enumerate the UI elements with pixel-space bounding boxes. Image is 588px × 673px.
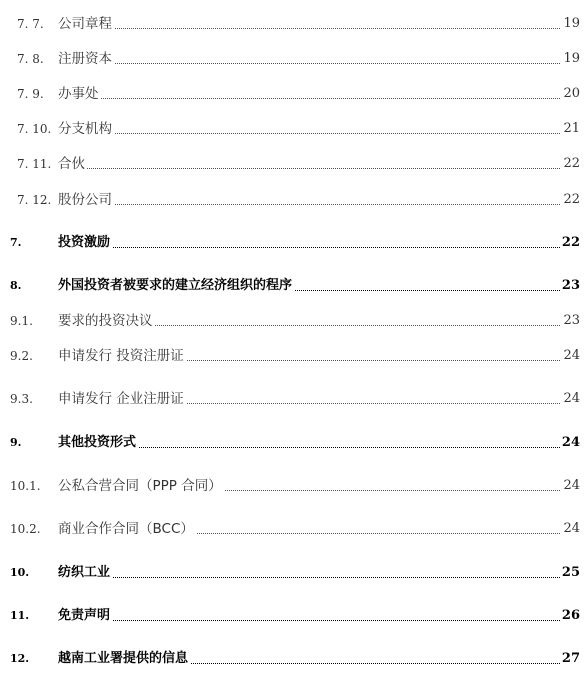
toc-entry-title: 办事处 <box>58 86 99 102</box>
toc-entry-page: 24 <box>561 476 580 496</box>
toc-entry-9-2[interactable] <box>0 342 588 370</box>
toc-entry-title: 越南工业署提供的信息 <box>58 649 190 669</box>
dot-leader <box>58 133 568 134</box>
toc-entry-title: 申请发行 企业注册证 <box>58 391 184 407</box>
dot-leader <box>58 28 568 29</box>
toc-entry-page: 22 <box>561 154 580 174</box>
dot-leader <box>58 577 568 578</box>
toc-entry-title: 投资激励 <box>58 233 112 253</box>
toc-entry-number: 7. <box>10 236 22 249</box>
toc-entry-number: 7. 11. <box>17 157 52 171</box>
toc-entry-title: 其他投资形式 <box>58 433 138 453</box>
toc-entry-7-7[interactable] <box>0 10 588 38</box>
toc-entry-12[interactable] <box>0 645 588 673</box>
toc-entry-number: 9.1. <box>10 314 33 328</box>
dot-leader <box>58 204 568 205</box>
toc-entry-number: 7. 12. <box>17 193 52 207</box>
toc-entry-title: 分支机构 <box>58 121 112 137</box>
toc-entry-7-12[interactable] <box>0 186 588 214</box>
toc-entry-page: 24 <box>560 433 580 453</box>
toc-entry-9[interactable] <box>0 429 588 457</box>
toc-entry-page: 23 <box>560 276 580 296</box>
toc-entry-number: 12. <box>10 652 30 665</box>
toc-entry-7-9[interactable] <box>0 80 588 108</box>
toc-entry-number: 9.3. <box>10 392 33 406</box>
toc-entry-page: 20 <box>561 84 580 104</box>
toc-entry-9-3[interactable] <box>0 385 588 413</box>
toc-entry-number: 7. 10. <box>17 122 52 136</box>
toc-entry-number: 10.1. <box>10 479 41 493</box>
dot-leader <box>58 63 568 64</box>
toc-entry-number: 7. 7. <box>17 17 44 31</box>
toc-entry-title: 外国投资者被要求的建立经济组织的程序 <box>58 276 294 296</box>
toc-entry-page: 24 <box>561 519 580 539</box>
toc-entry-number: 7. 9. <box>17 87 44 101</box>
toc-entry-title: 注册资本 <box>58 51 112 67</box>
toc-entry-title: 纺织工业 <box>58 563 112 583</box>
dot-leader <box>58 168 568 169</box>
toc-entry-page: 21 <box>561 119 580 139</box>
toc-entry-number: 11. <box>10 609 30 622</box>
toc-entry-title: 公私合营合同（PPP 合同） <box>58 478 222 494</box>
toc-entry-page: 22 <box>560 233 580 253</box>
toc-entry-7-8[interactable] <box>0 45 588 73</box>
toc-entry-number: 9.2. <box>10 349 33 363</box>
toc-entry-page: 22 <box>561 190 580 210</box>
toc-entry-number: 9. <box>10 436 22 449</box>
toc-entry-number: 10.2. <box>10 522 41 536</box>
toc-entry-title: 股份公司 <box>58 192 112 208</box>
toc-entry-7-11[interactable] <box>0 150 588 178</box>
toc-entry-11[interactable] <box>0 602 588 630</box>
toc-entry-7[interactable] <box>0 229 588 257</box>
toc-entry-title: 商业合作合同（BCC） <box>58 521 194 537</box>
toc-entry-page: 23 <box>561 311 580 331</box>
toc-entry-title: 合伙 <box>58 156 85 172</box>
toc-entry-page: 19 <box>561 49 580 69</box>
toc-entry-8[interactable] <box>0 272 588 300</box>
toc-entry-number: 8. <box>10 279 22 292</box>
toc-entry-10-1[interactable] <box>0 472 588 500</box>
toc-entry-title: 公司章程 <box>58 16 112 32</box>
toc-entry-page: 27 <box>560 649 580 669</box>
toc-entry-page: 25 <box>560 563 580 583</box>
dot-leader <box>58 98 568 99</box>
toc-entry-title: 申请发行 投资注册证 <box>58 348 184 364</box>
dot-leader <box>58 247 568 248</box>
toc-entry-number: 7. 8. <box>17 52 44 66</box>
toc-entry-7-10[interactable] <box>0 115 588 143</box>
toc-entry-page: 24 <box>561 346 580 366</box>
toc-entry-9-1[interactable] <box>0 307 588 335</box>
dot-leader <box>58 620 568 621</box>
toc-entry-10[interactable] <box>0 559 588 587</box>
toc-entry-10-2[interactable] <box>0 515 588 543</box>
toc-entry-page: 24 <box>561 389 580 409</box>
toc-entry-number: 10. <box>10 566 30 579</box>
toc-entry-title: 要求的投资决议 <box>58 313 153 329</box>
toc-entry-page: 19 <box>561 14 580 34</box>
toc-entry-page: 26 <box>560 606 580 626</box>
toc-entry-title: 免责声明 <box>58 606 112 626</box>
